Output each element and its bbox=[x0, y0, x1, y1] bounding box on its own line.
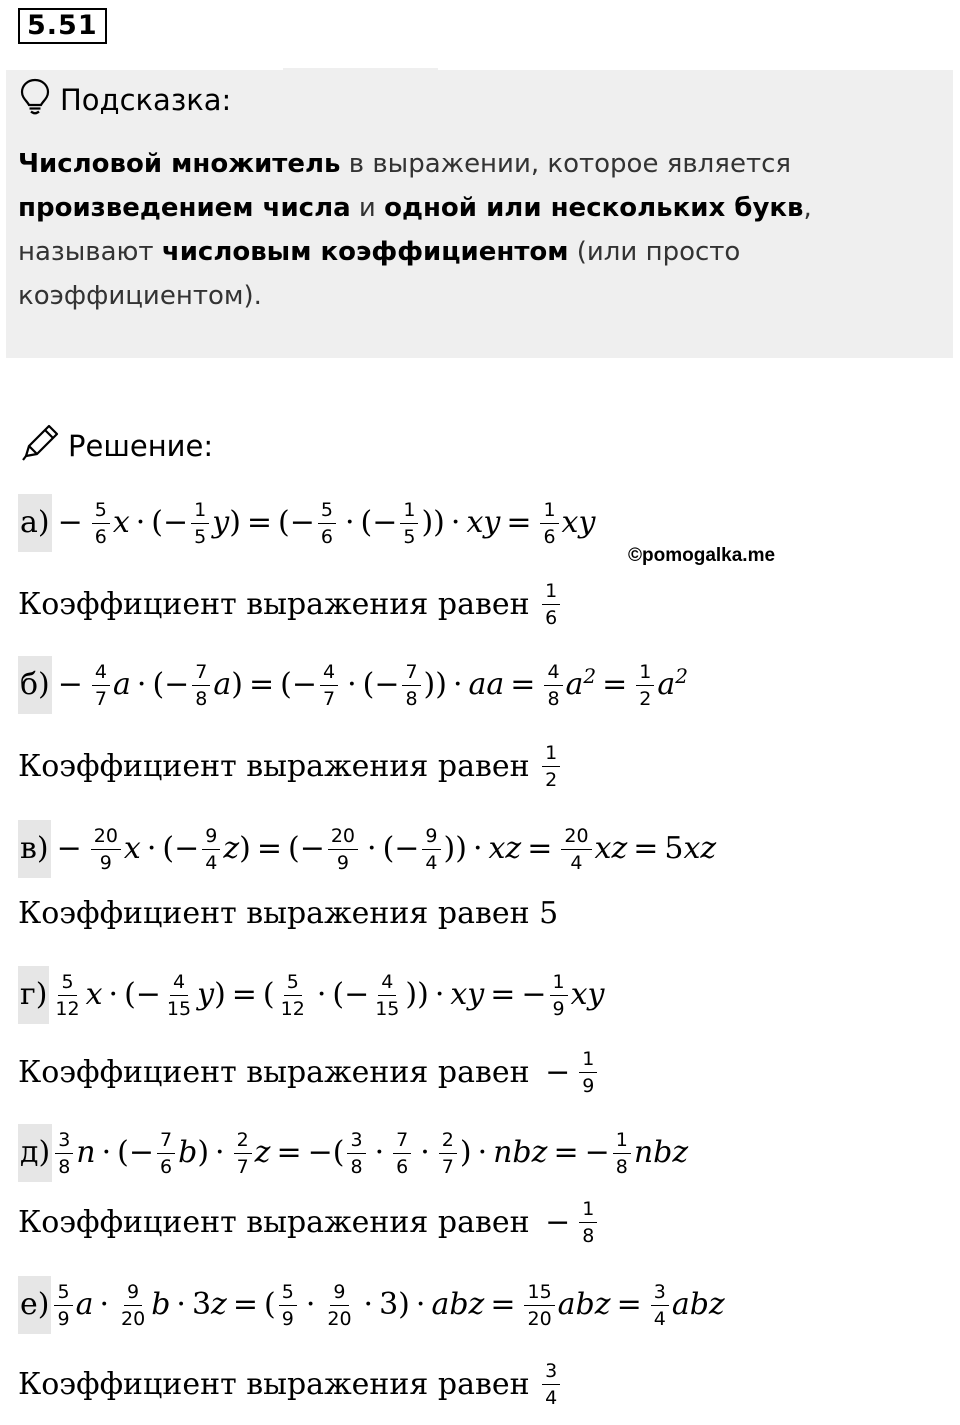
fraction bbox=[118, 1281, 148, 1330]
math-text: 5 bbox=[664, 831, 684, 866]
variable: xz bbox=[683, 831, 717, 866]
fraction-numerator: 1 bbox=[191, 499, 209, 524]
fraction bbox=[613, 1129, 631, 1178]
power-exponent: 2 bbox=[675, 664, 689, 688]
math-text: ) bbox=[214, 977, 226, 1012]
fraction-denominator: 6 bbox=[94, 525, 107, 548]
lightbulb-icon bbox=[20, 78, 50, 123]
solution-title: Решение: bbox=[68, 429, 214, 463]
operator: − bbox=[56, 831, 82, 866]
fraction bbox=[324, 1281, 354, 1330]
fraction-denominator: 5 bbox=[403, 525, 416, 548]
operator: · bbox=[367, 831, 377, 866]
fraction bbox=[234, 1129, 252, 1178]
math-text: ) bbox=[231, 667, 243, 702]
fraction-numerator: 5 bbox=[54, 1281, 72, 1306]
fraction bbox=[372, 971, 402, 1020]
fraction-numerator: 5 bbox=[284, 971, 302, 996]
operator: − bbox=[57, 667, 83, 702]
operator: · bbox=[472, 831, 483, 866]
math-text: (− bbox=[151, 505, 189, 540]
coefficient-prefix: Коэффициент выражения равен bbox=[18, 1055, 540, 1090]
hint-box bbox=[6, 70, 953, 358]
math-text: 3) bbox=[379, 1287, 410, 1322]
variable: xy bbox=[450, 977, 485, 1012]
math-text: )) bbox=[443, 831, 467, 866]
fraction bbox=[579, 1198, 597, 1247]
math-text: (− bbox=[382, 831, 420, 866]
hint-term: числовым коэффициентом bbox=[161, 237, 569, 267]
operator: = bbox=[633, 831, 659, 866]
math-text: ) bbox=[459, 1135, 472, 1170]
fraction bbox=[393, 1129, 411, 1178]
fraction bbox=[561, 825, 591, 874]
fraction-denominator: 4 bbox=[425, 851, 438, 874]
fraction bbox=[651, 1281, 669, 1330]
coefficient-prefix: Коэффициент выражения равен bbox=[18, 1205, 540, 1240]
operator: · bbox=[347, 667, 357, 702]
coefficient-sign: − bbox=[545, 1205, 571, 1240]
fraction bbox=[636, 661, 654, 710]
variable: z bbox=[211, 1287, 227, 1322]
fraction-numerator: 4 bbox=[92, 661, 110, 686]
math-text: ) bbox=[229, 505, 241, 540]
hint-text-part: , называют bbox=[18, 193, 812, 267]
fraction-denominator: 6 bbox=[543, 525, 556, 548]
variable: abz bbox=[557, 1287, 611, 1322]
hint-term: произведением числа bbox=[18, 193, 351, 223]
variable: abz bbox=[671, 1287, 725, 1322]
operator: = bbox=[527, 831, 553, 866]
fraction bbox=[542, 580, 560, 629]
fraction-denominator: 8 bbox=[58, 1155, 71, 1178]
fraction-numerator: 7 bbox=[157, 1129, 175, 1154]
fraction bbox=[540, 499, 558, 548]
operator: · bbox=[135, 505, 146, 540]
variable: b bbox=[178, 1135, 198, 1170]
fraction-numerator: 1 bbox=[579, 1048, 597, 1073]
operator: · bbox=[305, 1287, 316, 1322]
fraction-numerator: 1 bbox=[400, 499, 418, 524]
fraction-numerator: 4 bbox=[170, 971, 188, 996]
math-text: ( bbox=[262, 977, 275, 1012]
coefficient-prefix: Коэффициент выражения равен bbox=[18, 749, 540, 784]
hint-text-part: в выражении, которое является bbox=[340, 149, 792, 179]
fraction-numerator: 4 bbox=[544, 661, 562, 686]
operator: · bbox=[101, 1135, 112, 1170]
fraction bbox=[524, 1281, 554, 1330]
hint-text bbox=[18, 142, 933, 318]
fraction-denominator: 6 bbox=[396, 1155, 409, 1178]
fraction-denominator: 9 bbox=[336, 851, 349, 874]
operator: · bbox=[99, 1287, 109, 1322]
fraction-numerator: 3 bbox=[651, 1281, 669, 1306]
fraction bbox=[52, 971, 82, 1020]
fraction-denominator: 8 bbox=[615, 1155, 628, 1178]
fraction bbox=[550, 971, 568, 1020]
math-text: )) bbox=[421, 505, 445, 540]
math-text: (− bbox=[280, 667, 317, 702]
variable: a bbox=[113, 667, 131, 702]
power-base: a bbox=[657, 667, 676, 702]
fraction-numerator: 1 bbox=[542, 580, 560, 605]
fraction-numerator: 20 bbox=[91, 825, 121, 850]
fraction-numerator: 5 bbox=[318, 499, 336, 524]
math-text: )) bbox=[423, 667, 447, 702]
hint-header bbox=[20, 80, 231, 120]
fraction bbox=[542, 1360, 560, 1409]
fraction-numerator: 1 bbox=[613, 1129, 631, 1154]
coefficient-value: 5 bbox=[539, 896, 559, 931]
fraction bbox=[320, 661, 338, 710]
hint-term: Числовой множитель bbox=[18, 149, 341, 179]
variable: nbz bbox=[633, 1135, 689, 1170]
fraction-numerator: 3 bbox=[55, 1129, 73, 1154]
fraction-numerator: 9 bbox=[422, 825, 440, 850]
math-text: )) bbox=[405, 977, 429, 1012]
operator: = bbox=[553, 1135, 579, 1170]
operator: · bbox=[415, 1287, 426, 1322]
operator: · bbox=[108, 977, 119, 1012]
fraction bbox=[164, 971, 194, 1020]
fraction bbox=[191, 499, 209, 548]
fraction-numerator: 9 bbox=[202, 825, 220, 850]
fraction-denominator: 20 bbox=[527, 1307, 552, 1330]
fraction-denominator: 9 bbox=[281, 1307, 294, 1330]
math-text: 3 bbox=[191, 1287, 212, 1322]
operator: = bbox=[602, 667, 628, 702]
fraction-numerator: 5 bbox=[58, 971, 76, 996]
fraction-numerator: 1 bbox=[540, 499, 558, 524]
fraction bbox=[318, 499, 336, 548]
math-text: (− bbox=[124, 977, 161, 1012]
fraction-denominator: 8 bbox=[405, 687, 418, 710]
watermark: ©pomogalka.me bbox=[628, 545, 776, 566]
fraction-denominator: 7 bbox=[322, 687, 336, 710]
fraction-numerator: 2 bbox=[234, 1129, 252, 1154]
operator: = bbox=[616, 1287, 642, 1322]
solution-header bbox=[18, 424, 213, 468]
operator: · bbox=[420, 1135, 430, 1170]
fraction-denominator: 7 bbox=[236, 1155, 249, 1178]
item-label: б) bbox=[18, 656, 52, 714]
fraction-denominator: 8 bbox=[547, 687, 560, 710]
math-text: (− bbox=[362, 667, 400, 702]
fraction bbox=[439, 1129, 457, 1178]
coefficient-prefix: Коэффициент выражения равен bbox=[18, 1367, 540, 1402]
expression-line bbox=[18, 820, 716, 878]
math-text: ) bbox=[197, 1135, 210, 1170]
fraction-numerator: 4 bbox=[320, 661, 338, 686]
fraction-denominator: 8 bbox=[195, 687, 208, 710]
fraction bbox=[202, 825, 220, 874]
fraction-numerator: 7 bbox=[402, 661, 420, 686]
fraction-denominator: 8 bbox=[350, 1155, 363, 1178]
coefficient-prefix: Коэффициент выражения равен bbox=[18, 896, 540, 931]
math-text: ) bbox=[239, 831, 251, 866]
fraction-denominator: 20 bbox=[121, 1307, 146, 1330]
operator: · bbox=[434, 977, 445, 1012]
fraction bbox=[91, 825, 121, 874]
item-label: д) bbox=[18, 1124, 52, 1182]
fraction-denominator: 7 bbox=[94, 687, 107, 710]
variable: a bbox=[75, 1287, 94, 1322]
variable: abz bbox=[431, 1287, 485, 1322]
fraction-numerator: 1 bbox=[636, 661, 654, 686]
variable: aa bbox=[468, 667, 505, 702]
fraction-numerator: 9 bbox=[124, 1281, 142, 1306]
fraction bbox=[579, 1048, 597, 1097]
fraction-numerator: 2 bbox=[439, 1129, 457, 1154]
hint-text-part: (или просто коэффициентом). bbox=[18, 237, 741, 311]
operator: = bbox=[231, 977, 257, 1012]
fraction-numerator: 20 bbox=[328, 825, 358, 850]
fraction bbox=[92, 661, 110, 710]
fraction-numerator: 4 bbox=[378, 971, 396, 996]
coefficient-sign: − bbox=[545, 1055, 571, 1090]
math-text: (− bbox=[117, 1135, 154, 1170]
fraction-numerator: 7 bbox=[192, 661, 210, 686]
power bbox=[565, 664, 597, 702]
fraction-numerator: 7 bbox=[393, 1129, 411, 1154]
fraction bbox=[402, 661, 420, 710]
variable: x bbox=[123, 831, 141, 866]
math-text: (− bbox=[332, 977, 370, 1012]
expression-line bbox=[18, 656, 688, 714]
operator: · bbox=[316, 977, 327, 1012]
variable: x bbox=[112, 505, 130, 540]
fraction bbox=[278, 971, 308, 1020]
coefficient-prefix: Коэффициент выражения равен bbox=[18, 587, 540, 622]
expression-line bbox=[18, 494, 595, 552]
variable: x bbox=[85, 977, 103, 1012]
hint-text-part: и bbox=[350, 193, 385, 223]
operator: = bbox=[276, 1135, 302, 1170]
fraction-numerator: 3 bbox=[347, 1129, 365, 1154]
variable: a bbox=[213, 667, 232, 702]
fraction-denominator: 2 bbox=[639, 687, 652, 710]
item-label: в) bbox=[18, 820, 51, 878]
operator: = bbox=[506, 505, 532, 540]
fraction-denominator: 6 bbox=[160, 1155, 173, 1178]
fraction-denominator: 12 bbox=[280, 997, 305, 1020]
operator: = bbox=[256, 831, 282, 866]
fraction-denominator: 12 bbox=[55, 997, 80, 1020]
coefficient-line bbox=[18, 1048, 600, 1097]
variable: xy bbox=[561, 505, 596, 540]
power-exponent: 2 bbox=[583, 664, 597, 688]
math-text: ( bbox=[264, 1287, 276, 1322]
fraction-denominator: 6 bbox=[545, 607, 558, 629]
operator: = bbox=[490, 1287, 516, 1322]
fraction-denominator: 5 bbox=[194, 525, 207, 548]
item-label: а) bbox=[18, 494, 52, 552]
fraction-denominator: 6 bbox=[320, 525, 333, 548]
fraction-numerator: 20 bbox=[561, 825, 591, 850]
hint-title: Подсказка: bbox=[60, 83, 232, 117]
power-base: a bbox=[565, 667, 584, 702]
operator: · bbox=[344, 505, 355, 540]
coefficient-line bbox=[18, 896, 558, 931]
fraction-numerator: 5 bbox=[92, 499, 110, 524]
expression-line bbox=[18, 1276, 725, 1334]
fraction bbox=[400, 499, 418, 548]
coefficient-line bbox=[18, 1360, 563, 1409]
operator: = bbox=[490, 977, 516, 1012]
variable: xz bbox=[488, 831, 522, 866]
fraction-denominator: 4 bbox=[545, 1387, 558, 1409]
fraction bbox=[55, 1129, 73, 1178]
fraction-denominator: 15 bbox=[166, 997, 192, 1020]
variable: xz bbox=[594, 831, 628, 866]
fraction-numerator: 9 bbox=[330, 1281, 348, 1306]
coefficient-line bbox=[18, 1198, 600, 1247]
operator: · bbox=[363, 1287, 374, 1322]
fraction bbox=[279, 1281, 297, 1330]
operator: = bbox=[248, 667, 275, 702]
fraction-denominator: 7 bbox=[441, 1155, 454, 1178]
fraction bbox=[54, 1281, 72, 1330]
variable: b bbox=[151, 1287, 171, 1322]
pencil-icon bbox=[18, 422, 60, 471]
fraction-denominator: 9 bbox=[99, 851, 112, 874]
fraction-denominator: 4 bbox=[570, 851, 583, 874]
fraction bbox=[157, 1129, 175, 1178]
variable: y bbox=[197, 977, 215, 1012]
operator: · bbox=[374, 1135, 385, 1170]
operator: · bbox=[450, 505, 461, 540]
fraction bbox=[422, 825, 440, 874]
variable: xy bbox=[570, 977, 605, 1012]
variable: nbz bbox=[493, 1135, 548, 1170]
variable: z bbox=[254, 1135, 271, 1170]
variable: n bbox=[76, 1135, 96, 1170]
operator: = bbox=[232, 1287, 258, 1322]
power bbox=[657, 664, 689, 702]
fraction-denominator: 20 bbox=[327, 1307, 352, 1330]
math-text: −( bbox=[307, 1135, 345, 1170]
fraction-denominator: 2 bbox=[545, 769, 558, 791]
fraction-numerator: 3 bbox=[542, 1360, 560, 1385]
operator: = bbox=[510, 667, 536, 702]
fraction-numerator: 5 bbox=[279, 1281, 297, 1306]
item-label: г) bbox=[18, 966, 49, 1024]
coefficient-line bbox=[18, 742, 563, 791]
variable: z bbox=[223, 831, 240, 866]
fraction-numerator: 1 bbox=[550, 971, 568, 996]
math-text: (− bbox=[162, 831, 200, 866]
fraction-denominator: 4 bbox=[205, 851, 218, 874]
math-text: (− bbox=[288, 831, 325, 866]
fraction-denominator: 15 bbox=[375, 997, 400, 1020]
operator: · bbox=[146, 831, 157, 866]
math-text: (− bbox=[360, 505, 398, 540]
operator: · bbox=[215, 1135, 225, 1170]
fraction-denominator: 4 bbox=[653, 1307, 666, 1330]
fraction bbox=[542, 742, 560, 791]
task-number: 5.51 bbox=[18, 8, 107, 44]
operator: = bbox=[246, 505, 273, 540]
fraction-denominator: 9 bbox=[582, 1075, 595, 1097]
item-label: е) bbox=[18, 1276, 51, 1334]
fraction bbox=[544, 661, 562, 710]
operator: · bbox=[176, 1287, 186, 1322]
fraction bbox=[192, 661, 210, 710]
variable: y bbox=[212, 505, 230, 540]
fraction-numerator: 1 bbox=[542, 742, 560, 767]
fraction bbox=[328, 825, 358, 874]
expression-line bbox=[18, 1124, 688, 1182]
math-text: (− bbox=[278, 505, 315, 540]
math-text: − bbox=[584, 1135, 610, 1170]
expression-line bbox=[18, 966, 605, 1024]
operator: · bbox=[452, 667, 463, 702]
coefficient-line bbox=[18, 580, 563, 629]
fraction-numerator: 1 bbox=[579, 1198, 597, 1223]
fraction-denominator: 8 bbox=[582, 1225, 595, 1247]
math-text: (− bbox=[152, 667, 190, 702]
fraction-denominator: 9 bbox=[57, 1307, 70, 1330]
fraction bbox=[92, 499, 110, 548]
math-text: − bbox=[521, 977, 547, 1012]
fraction bbox=[347, 1129, 365, 1178]
fraction-numerator: 15 bbox=[524, 1281, 554, 1306]
fraction-denominator: 9 bbox=[552, 997, 565, 1020]
variable: xy bbox=[466, 505, 501, 540]
operator: − bbox=[57, 505, 83, 540]
operator: · bbox=[136, 667, 147, 702]
hint-term: одной или нескольких букв bbox=[384, 193, 804, 223]
operator: · bbox=[477, 1135, 488, 1170]
